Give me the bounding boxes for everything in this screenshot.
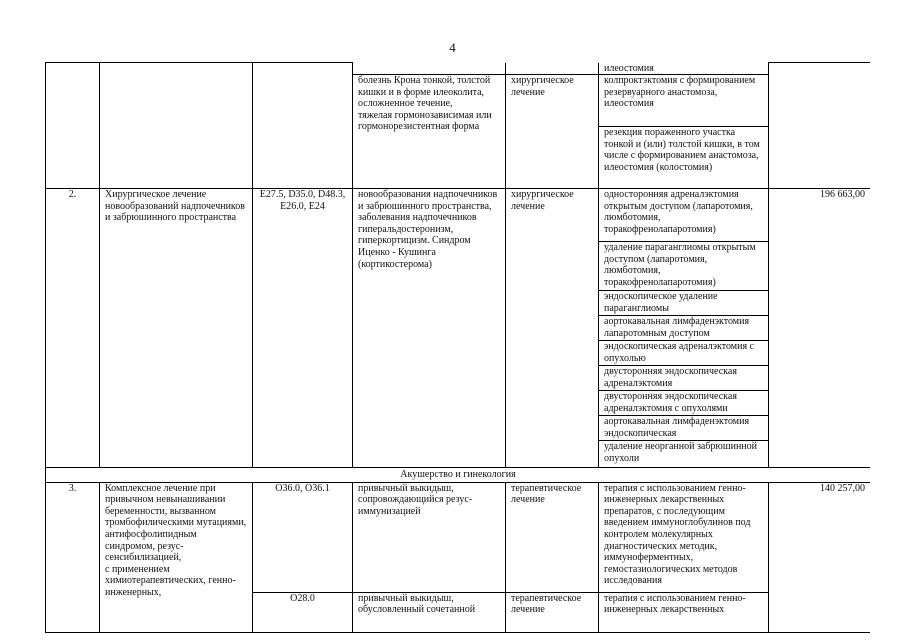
row2-method: аортокавальная лимфаденэктомия лапаротомным доступом bbox=[599, 316, 769, 341]
cont-num-cell bbox=[46, 63, 100, 189]
table-row-2 bbox=[46, 189, 871, 242]
row2-num: 2. bbox=[46, 189, 100, 468]
row2-method: двусторонняя эндоскопическая адреналэктомия bbox=[599, 366, 769, 391]
row3-treatment-b: терапевтическое лечение bbox=[506, 592, 599, 632]
row2-treatment: хирургическое лечение bbox=[506, 189, 599, 468]
crohn-model-cell: болезнь Крона тонкой, толстой кишки и в форме илеоколита, осложненное течение, тяжелая гормонозависимая или гормонорезистентная форма bbox=[353, 75, 506, 189]
table-row bbox=[46, 63, 871, 75]
services-table-container bbox=[45, 62, 870, 640]
row2-name: Хирургическое лечение новообразований надпочечников и забрюшинного пространства bbox=[100, 189, 253, 468]
table-row-3 bbox=[46, 482, 871, 592]
row3-price: 140 257,00 bbox=[769, 482, 871, 632]
row2-method: удаление параганглиомы открытым доступом (лапаротомия, люмботомия, торакофренолапаротомия) bbox=[599, 242, 769, 291]
row3-method-a: терапия с использованием генно-инженерных лекарственных препаратов, с последующим введением иммуноглобулинов под контролем молекулярных диагностических методик, иммуноферментных, гемостазиологических методов исследования bbox=[599, 482, 769, 592]
section-heading: Акушерство и гинекология bbox=[46, 468, 871, 483]
row3-model-b: привычный выкидыш, обусловленный сочетанной bbox=[353, 592, 506, 632]
row2-method: эндоскопическая адреналэктомия с опухолью bbox=[599, 341, 769, 366]
row3-codes-b: O28.0 bbox=[253, 592, 353, 632]
row2-method: эндоскопическое удаление параганглиомы bbox=[599, 291, 769, 316]
crohn-method-a: колпроктэктомия с формированием резервуарного анастомоза, илеостомия bbox=[599, 75, 769, 127]
row3-num: 3. bbox=[46, 482, 100, 632]
row2-model: новообразования надпочечников и забрюшинного пространства, заболевания надпочечников гиперальдостеронизм, гиперкортицизм. Синдром Иценко - Кушинга (кортикостерома) bbox=[353, 189, 506, 468]
cont-codes-cell bbox=[253, 63, 353, 189]
cont-treatment-cell bbox=[506, 63, 599, 75]
cont-name-cell bbox=[100, 63, 253, 189]
row3-model-a: привычный выкидыш, сопровождающийся резус-иммунизацией bbox=[353, 482, 506, 592]
row3-codes-a: O36.0, O36.1 bbox=[253, 482, 353, 592]
row2-method: удаление неорганной забрюшинной опухоли bbox=[599, 441, 769, 468]
crohn-treatment-cell: хирургическое лечение bbox=[506, 75, 599, 189]
crohn-method-b: резекция пораженного участка тонкой и (или) толстой кишки, в том числе с формированием анастомоза, илеостомия (колостомия) bbox=[599, 127, 769, 189]
services-table bbox=[45, 62, 870, 633]
page-number: 4 bbox=[449, 40, 456, 55]
cont-method-cell: илеостомия bbox=[599, 63, 769, 75]
row2-method: двусторонняя эндоскопическая адреналэктомия с опухолями bbox=[599, 391, 769, 416]
row2-price: 196 663,00 bbox=[769, 189, 871, 468]
row2-method: односторонняя адреналэктомия открытым доступом (лапаротомия, люмботомия, торакофренолапаротомия) bbox=[599, 189, 769, 242]
row2-codes: E27.5, D35.0, D48.3, E26.0, E24 bbox=[253, 189, 353, 468]
row3-name: Комплексное лечение при привычном невынашивании беременности, вызванном тромбофилическими мутациями, антифосфолипидным синдромом, резус-сенсибилизацией, с применением химиотерапевтических, генно-инженерных, bbox=[100, 482, 253, 632]
section-row bbox=[46, 468, 871, 483]
row3-treatment-a: терапевтическое лечение bbox=[506, 482, 599, 592]
row3-method-b: терапия с использованием генно-инженерных лекарственных bbox=[599, 592, 769, 632]
row2-method: аортокавальная лимфаденэктомия эндоскопическая bbox=[599, 416, 769, 441]
cont-price-cell bbox=[769, 63, 871, 189]
cont-model-cell bbox=[353, 63, 506, 75]
